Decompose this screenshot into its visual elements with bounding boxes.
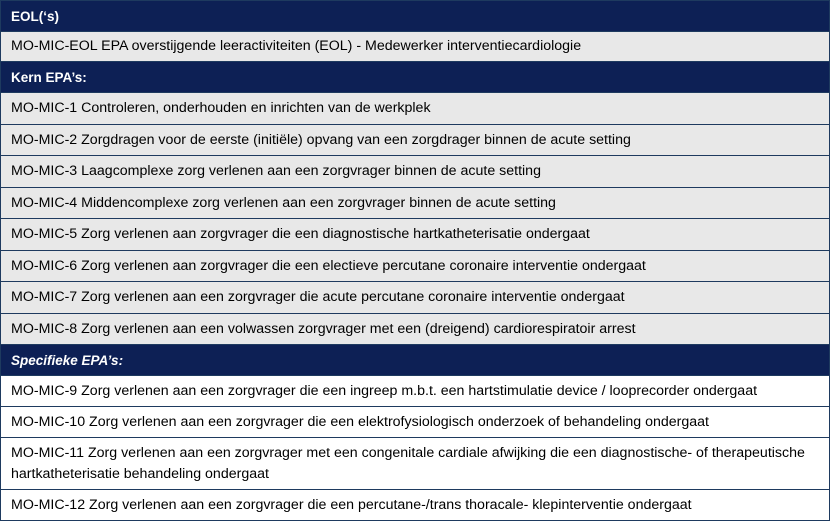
specifiek-header <box>1 345 829 376</box>
row-text: MO-MIC-8 Zorg verlenen aan een volwassen zorgvrager met een (dreigend) cardiorespiratoir arrest <box>11 320 636 337</box>
eol-header-label: EOL(‘s) <box>11 8 60 24</box>
eol-header <box>1 1 829 32</box>
row-text: MO-MIC-5 Zorg verlenen aan zorgvrager die een diagnostische hartkatheterisatie ondergaat <box>11 226 590 242</box>
table-row-mic-1 <box>1 93 829 125</box>
table-row-mic-8 <box>1 314 829 345</box>
table-row-mic-9 <box>1 376 829 407</box>
row-text: MO-MIC-7 Zorg verlenen aan een zorgvrager die acute percutane coronaire interventie ondergaat <box>11 289 625 305</box>
kern-header-label: Kern EPA’s: <box>11 69 87 85</box>
row-text: MO-MIC-1 Controleren, onderhouden en inrichten van de werkplek <box>11 100 431 116</box>
specifiek-header-label: Specifieke EPA’s: <box>11 352 124 368</box>
row-text: MO-MIC-10 Zorg verlenen aan een zorgvrager die een elektrofysiologisch onderzoek of behandeling ondergaat <box>11 413 709 430</box>
table-row-mic-10 <box>1 407 829 438</box>
table-row-mic-12 <box>1 490 829 521</box>
row-text: MO-MIC-9 Zorg verlenen aan een zorgvrager die een ingreep m.b.t. een hartstimulatie device / looprecorder ondergaat <box>11 382 758 399</box>
table-row-mic-3 <box>1 156 829 188</box>
row-text: MO-MIC-11 Zorg verlenen aan een zorgvrager met een congenitale cardiale afwijking die een diagnostische- of therapeutische hartkatheterisatie behandeling ondergaat <box>11 444 805 482</box>
row-text: MO-MIC-EOL EPA overstijgende leeractiviteiten (EOL) - Medewerker interventiecardiologie <box>11 38 582 54</box>
table-row-mic-2 <box>1 125 829 156</box>
row-text: MO-MIC-12 Zorg verlenen aan een zorgvrager die een percutane-/trans thoracale- klepinterventie ondergaat <box>11 496 692 513</box>
row-text: MO-MIC-2 Zorgdragen voor de eerste (initiële) opvang van een zorgdrager binnen de acute setting <box>11 131 631 148</box>
table-row-eol <box>1 32 829 62</box>
table-row-mic-7 <box>1 282 829 314</box>
table-row-mic-11 <box>1 438 829 490</box>
row-text: MO-MIC-3 Laagcomplexe zorg verlenen aan een zorgvrager binnen de acute setting <box>11 163 541 179</box>
table-row-mic-4 <box>1 188 829 219</box>
row-text: MO-MIC-4 Middencomplexe zorg verlenen aan een zorgvrager binnen de acute setting <box>11 194 556 211</box>
row-text: MO-MIC-6 Zorg verlenen aan zorgvrager die een electieve percutane coronaire interventie ondergaat <box>11 257 646 274</box>
kern-header <box>1 62 829 93</box>
table-row-mic-6 <box>1 251 829 282</box>
table-row-mic-5 <box>1 219 829 251</box>
